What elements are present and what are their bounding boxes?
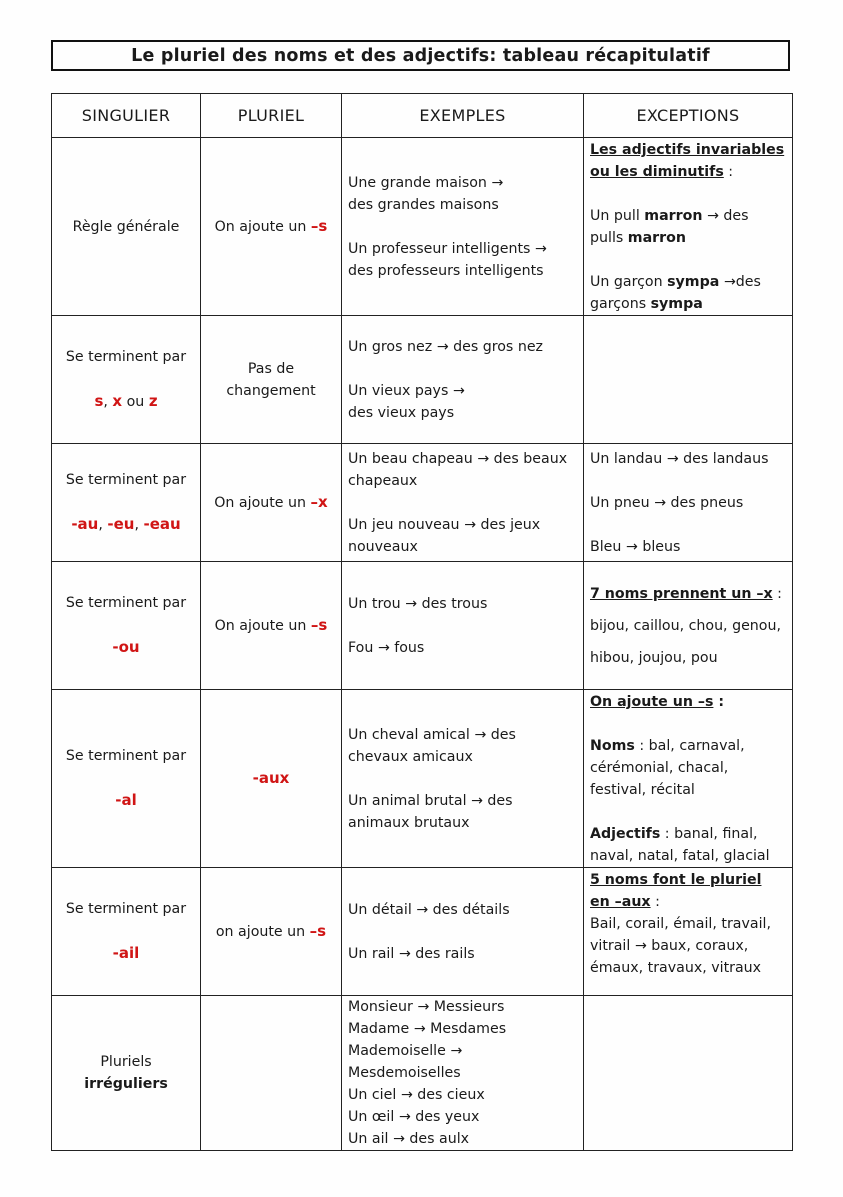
exceptions-cell [584, 316, 793, 444]
singulier-cell: Pluriels irréguliers [52, 996, 201, 1151]
exceptions-cell: 5 noms font le pluriel en –aux : Bail, corail, émail, travail, vitrail → baux, coraux, émaux, travaux, vitraux [584, 868, 793, 996]
table-row [52, 690, 793, 868]
arrow-icon: → [634, 938, 647, 954]
pluriel-cell: on ajoute un –s [201, 868, 342, 996]
arrow-icon: → [416, 901, 429, 918]
pluriel-cell: -aux [201, 690, 342, 868]
arrow-icon: → [534, 240, 547, 257]
header-pluriel: PLURIEL [201, 94, 342, 138]
arrow-icon: → [398, 1109, 411, 1125]
list-item: Monsieur → Messieurs [348, 999, 505, 1015]
arrow-icon: → [471, 792, 483, 809]
exemples-cell: Un cheval amical → des chevaux amicaux Un animal brutal → des animaux brutaux [342, 690, 584, 868]
list-item: Un ail → des aulx [348, 1131, 470, 1147]
table-row [52, 996, 793, 1151]
header-exceptions: EXCEPTIONS [584, 94, 793, 138]
table-row [52, 316, 793, 444]
list-item: Un ciel → des cieux [348, 1087, 485, 1103]
arrow-icon: → [707, 208, 719, 224]
list-item: Un œil → des yeux [348, 1109, 480, 1125]
summary-table [51, 93, 793, 1151]
arrow-icon: → [405, 595, 418, 612]
exemples-cell: Un détail → des détails Un rail → des rails [342, 868, 584, 996]
pluriel-cell: Pas de changement [201, 316, 342, 444]
arrow-icon: → [417, 999, 430, 1015]
arrow-icon: → [450, 1043, 463, 1059]
exemples-cell: Un trou → des trous Fou → fous [342, 562, 584, 690]
table-row [52, 444, 793, 562]
header-exemples: EXEMPLES [342, 94, 584, 138]
table-row [52, 562, 793, 690]
singulier-cell: Se terminent par -ail [52, 868, 201, 996]
arrow-icon: → [413, 1021, 426, 1037]
arrow-icon: → [625, 538, 638, 555]
exceptions-cell: Un landau → des landaus Un pneu → des pneus Bleu → bleus [584, 444, 793, 562]
singulier-cell: Se terminent par -au, -eu, -eau [52, 444, 201, 562]
arrow-icon: → [392, 1131, 405, 1147]
arrow-icon: → [666, 450, 679, 467]
arrow-icon: → [400, 1087, 413, 1103]
exemples-cell: Un beau chapeau → des beaux chapeaux Un jeu nouveau → des jeux nouveaux [342, 444, 584, 562]
arrow-icon: → [464, 516, 476, 533]
singulier-cell: Se terminent par s, x ou z [52, 316, 201, 444]
pluriel-cell: On ajoute un –s [201, 138, 342, 316]
arrow-icon: → [723, 274, 736, 290]
arrow-icon: → [474, 726, 487, 743]
exceptions-cell [584, 996, 793, 1151]
arrow-icon: → [436, 338, 449, 355]
exemples-cell: Un gros nez → des gros nez Un vieux pays → des vieux pays [342, 316, 584, 444]
header-singulier: SINGULIER [52, 94, 201, 138]
exemples-cell [342, 996, 584, 1151]
table-row [52, 868, 793, 996]
list-item: Madame → Mesdames [348, 1021, 507, 1037]
pluriel-cell: On ajoute un –x [201, 444, 342, 562]
arrow-icon: → [654, 494, 667, 511]
exceptions-cell: 7 noms prennent un –x : bijou, caillou, chou, genou, hibou, joujou, pou [584, 562, 793, 690]
arrow-icon: → [377, 639, 390, 656]
exceptions-cell: Les adjectifs invariables ou les diminutifs : Un pull marron → des pulls marron Un garçon sympa →des garçons sympa [584, 138, 793, 316]
singulier-cell: Règle générale [52, 138, 201, 316]
pluriel-cell: On ajoute un –s [201, 562, 342, 690]
singulier-cell: Se terminent par -al [52, 690, 201, 868]
exemples-cell: Une grande maison → des grandes maisons Un professeur intelligents → des professeurs intelligents [342, 138, 584, 316]
page-title: Le pluriel des noms et des adjectifs: tableau récapitulatif [51, 40, 790, 71]
pluriel-cell [201, 996, 342, 1151]
header-row [52, 94, 793, 138]
singulier-cell: Se terminent par -ou [52, 562, 201, 690]
exceptions-cell: On ajoute un –s : Noms : bal, carnaval, cérémonial, chacal, festival, récital Adjectifs : banal, final, naval, natal, fatal, glacial [584, 690, 793, 868]
table-row [52, 138, 793, 316]
arrow-icon: → [398, 945, 411, 962]
list-item: Mademoiselle → Mesdemoiselles [348, 1043, 463, 1081]
arrow-icon: → [477, 450, 490, 467]
arrow-icon: → [452, 382, 465, 399]
arrow-icon: → [491, 174, 504, 191]
